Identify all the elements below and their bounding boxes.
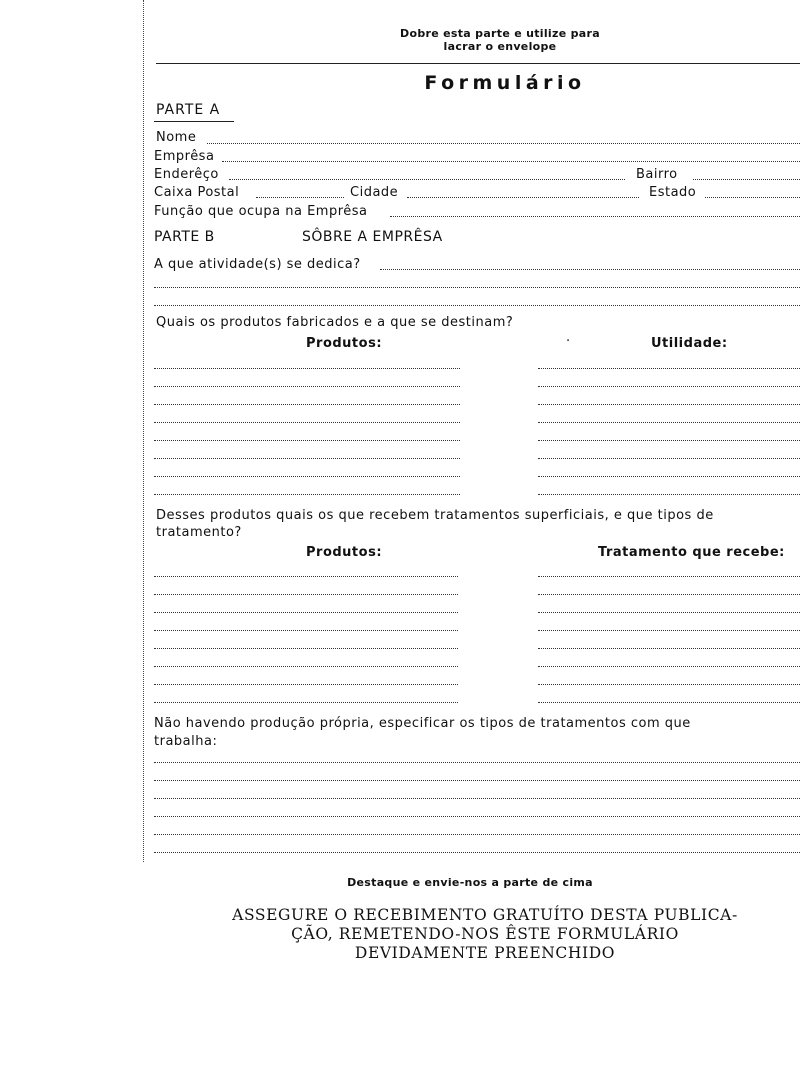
bullet-mark: · bbox=[566, 334, 571, 349]
produto-line[interactable] bbox=[154, 476, 460, 477]
col-produtos: Produtos: bbox=[306, 336, 383, 351]
utilidade-line[interactable] bbox=[538, 422, 800, 423]
label-estado: Estado bbox=[649, 185, 697, 200]
field-estado[interactable] bbox=[705, 197, 800, 198]
assegure-line-2: ÇÃO, REMETENDO-NOS ÊSTE FORMULÁRIO bbox=[291, 925, 679, 943]
nao-havendo-line[interactable] bbox=[154, 834, 800, 835]
nao-havendo-line[interactable] bbox=[154, 798, 800, 799]
label-endereco: Enderêço bbox=[154, 167, 219, 182]
tratamento-produto-line[interactable] bbox=[154, 702, 458, 703]
produto-line[interactable] bbox=[154, 404, 460, 405]
label-bairro: Bairro bbox=[636, 167, 678, 182]
label-nome: Nome bbox=[156, 130, 197, 145]
fold-rule bbox=[156, 63, 800, 64]
label-cidade: Cidade bbox=[350, 185, 399, 200]
utilidade-line[interactable] bbox=[538, 476, 800, 477]
tratamento-produto-line[interactable] bbox=[154, 684, 458, 685]
question-produtos: Quais os produtos fabricados e a que se destinam? bbox=[156, 315, 514, 330]
field-caixa-postal[interactable] bbox=[256, 197, 344, 198]
produto-line[interactable] bbox=[154, 422, 460, 423]
assegure-notice bbox=[190, 906, 780, 963]
tratamento-produto-line[interactable] bbox=[154, 594, 458, 595]
label-caixa-postal: Caixa Postal bbox=[154, 185, 240, 200]
question-nao-havendo-2: trabalha: bbox=[154, 734, 218, 749]
parte-b-subheading: SÔBRE A EMPRÊSA bbox=[302, 229, 443, 245]
tratamento-line[interactable] bbox=[538, 684, 800, 685]
perforation-line bbox=[143, 0, 144, 862]
produto-line[interactable] bbox=[154, 386, 460, 387]
field-atividade-3[interactable] bbox=[154, 305, 800, 306]
utilidade-line[interactable] bbox=[538, 368, 800, 369]
tratamento-line[interactable] bbox=[538, 648, 800, 649]
parte-a-underline bbox=[154, 121, 234, 122]
produto-line[interactable] bbox=[154, 440, 460, 441]
label-empresa: Emprêsa bbox=[154, 149, 215, 164]
field-atividade-2[interactable] bbox=[154, 287, 800, 288]
nao-havendo-line[interactable] bbox=[154, 762, 800, 763]
nao-havendo-line[interactable] bbox=[154, 780, 800, 781]
produto-line[interactable] bbox=[154, 494, 460, 495]
utilidade-line[interactable] bbox=[538, 458, 800, 459]
fold-instruction bbox=[380, 27, 620, 53]
tratamento-line[interactable] bbox=[538, 630, 800, 631]
nao-havendo-line[interactable] bbox=[154, 816, 800, 817]
field-atividade-1[interactable] bbox=[380, 269, 800, 270]
field-cidade[interactable] bbox=[407, 197, 639, 198]
assegure-line-3: DEVIDAMENTE PREENCHIDO bbox=[354, 944, 616, 962]
utilidade-line[interactable] bbox=[538, 386, 800, 387]
question-nao-havendo-1: Não havendo produção própria, especificar os tipos de tratamentos com que bbox=[154, 716, 691, 731]
produto-line[interactable] bbox=[154, 458, 460, 459]
nao-havendo-line[interactable] bbox=[154, 852, 800, 853]
col-produtos-2: Produtos: bbox=[306, 545, 383, 560]
produto-line[interactable] bbox=[154, 368, 460, 369]
tratamento-produto-line[interactable] bbox=[154, 576, 458, 577]
utilidade-line[interactable] bbox=[538, 440, 800, 441]
tratamento-line[interactable] bbox=[538, 612, 800, 613]
fold-instruction-line-2: lacrar o envelope bbox=[443, 40, 557, 53]
col-utilidade: Utilidade: bbox=[651, 336, 728, 351]
tratamento-produto-line[interactable] bbox=[154, 648, 458, 649]
question-tratamentos-1: Desses produtos quais os que recebem tratamentos superficiais, e que tipos de bbox=[156, 508, 714, 523]
field-bairro[interactable] bbox=[693, 179, 800, 180]
label-funcao: Função que ocupa na Emprêsa bbox=[154, 204, 368, 219]
tratamento-produto-line[interactable] bbox=[154, 612, 458, 613]
tratamento-produto-line[interactable] bbox=[154, 666, 458, 667]
tratamento-produto-line[interactable] bbox=[154, 630, 458, 631]
field-nome[interactable] bbox=[207, 143, 800, 144]
tratamento-line[interactable] bbox=[538, 702, 800, 703]
label-atividade: A que atividade(s) se dedica? bbox=[154, 257, 361, 272]
fold-instruction-line-1: Dobre esta parte e utilize para bbox=[400, 27, 600, 40]
assegure-line-1: ASSEGURE O RECEBIMENTO GRATUÍTO DESTA PUBLICA- bbox=[232, 906, 738, 924]
col-tratamento: Tratamento que recebe: bbox=[598, 545, 785, 560]
parte-b-heading: PARTE B bbox=[154, 229, 215, 245]
field-empresa[interactable] bbox=[222, 161, 800, 162]
tratamento-line[interactable] bbox=[538, 576, 800, 577]
question-tratamentos-2: tratamento? bbox=[156, 525, 242, 540]
parte-a-heading: PARTE A bbox=[156, 102, 221, 118]
field-funcao[interactable] bbox=[390, 216, 800, 217]
utilidade-line[interactable] bbox=[538, 404, 800, 405]
tratamento-line[interactable] bbox=[538, 594, 800, 595]
tratamento-line[interactable] bbox=[538, 666, 800, 667]
detach-instruction: Destaque e envie-nos a parte de cima bbox=[347, 876, 593, 889]
form-title: Formulário bbox=[424, 72, 586, 94]
field-endereco[interactable] bbox=[229, 179, 625, 180]
utilidade-line[interactable] bbox=[538, 494, 800, 495]
